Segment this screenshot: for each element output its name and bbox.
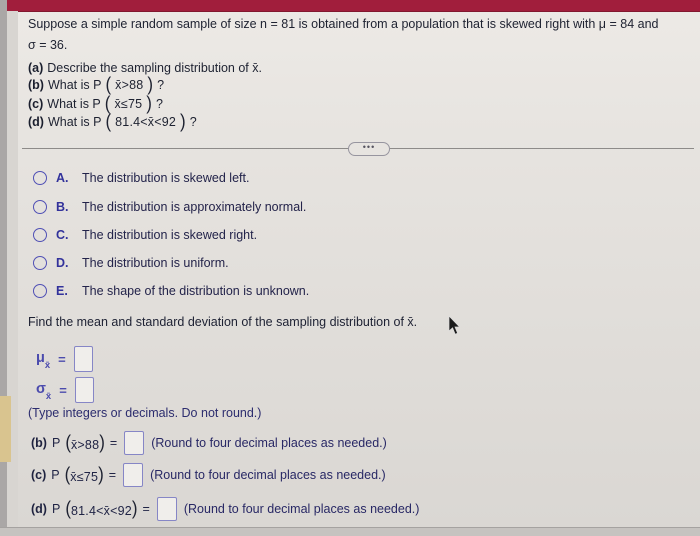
equals-sign: = — [58, 351, 66, 367]
question-part-d — [28, 112, 197, 132]
radio-button-e[interactable] — [33, 284, 47, 298]
answer-b-p: P — [51, 436, 61, 450]
left-paren: ( — [104, 92, 111, 114]
right-paren: ) — [99, 431, 105, 453]
right-paren: ) — [146, 92, 152, 114]
answer-d-expression: 81.4<x̄<92 — [70, 503, 132, 518]
answer-b-input[interactable] — [124, 431, 144, 455]
answer-option-d — [33, 255, 229, 271]
sigma-entry-row — [36, 377, 94, 403]
equals-sign: = — [109, 436, 118, 450]
type-integers-note: (Type integers or decimals. Do not round.) — [28, 406, 262, 420]
answer-c-p: P — [51, 468, 60, 482]
part-d-label: (d) — [28, 115, 44, 129]
left-paren: ( — [65, 497, 71, 519]
equals-sign: = — [142, 502, 150, 516]
answer-b-expression: x̄>88 — [70, 437, 100, 452]
part-c-expression: x̄≤75 — [114, 97, 143, 111]
option-e-text: The shape of the distribution is unknown. — [82, 284, 310, 298]
radio-button-b[interactable] — [33, 200, 47, 214]
part-c-lead: What is P — [47, 97, 101, 111]
answer-b-round-note: (Round to four decimal places as needed.) — [151, 436, 387, 450]
homework-page — [7, 0, 700, 527]
part-d-lead: What is P — [47, 115, 102, 129]
mu-subscript: x̄ — [44, 360, 51, 372]
answer-option-c — [33, 227, 257, 243]
sigma-subscript: x̄ — [45, 391, 52, 403]
equals-sign: = — [59, 382, 67, 398]
option-e-letter: E. — [56, 284, 68, 298]
part-d-expression: 81.4<x̄<92 — [115, 115, 177, 129]
option-d-text: The distribution is uniform. — [82, 256, 229, 270]
part-a-label: (a) — [28, 61, 44, 75]
answer-row-c — [31, 462, 386, 488]
option-b-text: The distribution is approximately normal. — [82, 200, 307, 214]
mu-entry-row — [36, 346, 93, 372]
part-a-text: Describe the sampling distribution of x̄. — [47, 61, 262, 75]
answer-b-label: (b) — [31, 436, 47, 450]
question-part-b — [28, 75, 164, 95]
radio-button-a[interactable] — [33, 171, 47, 185]
part-b-question-mark: ? — [157, 78, 165, 92]
sigma-input[interactable] — [75, 377, 94, 403]
option-a-text: The distribution is skewed left. — [82, 171, 250, 185]
answer-d-p: P — [51, 502, 61, 516]
part-b-expression: x̄>88 — [115, 78, 144, 92]
answer-c-input[interactable] — [123, 463, 143, 487]
answer-c-round-note: (Round to four decimal places as needed.) — [150, 468, 386, 482]
part-c-label: (c) — [28, 97, 44, 111]
answer-row-d — [31, 496, 419, 522]
right-paren: ) — [147, 73, 154, 95]
part-b-label: (b) — [28, 78, 44, 92]
top-accent-bar — [7, 0, 700, 12]
find-mean-sd-prompt: Find the mean and standard deviation of the sampling distribution of x̄. — [28, 315, 418, 329]
answer-d-round-note: (Round to four decimal places as needed.) — [183, 502, 420, 516]
left-paren: ( — [65, 431, 71, 453]
part-d-question-mark: ? — [189, 115, 197, 129]
option-c-letter: C. — [56, 228, 69, 242]
right-paren: ) — [131, 497, 138, 519]
option-c-text: The distribution is skewed right. — [82, 228, 258, 242]
more-options-button[interactable] — [348, 142, 390, 156]
question-part-c — [28, 94, 163, 114]
problem-text-line1: Suppose a simple random sample of size n = 81 is obtained from a population that is skewed right with μ = 84 and — [28, 17, 659, 31]
mu-input[interactable] — [74, 346, 93, 372]
mu-symbol: $\mu_{x̄}$ — [36, 349, 51, 372]
right-paren: ) — [180, 110, 186, 132]
radio-button-c[interactable] — [33, 228, 47, 242]
option-a-letter: A. — [56, 171, 69, 185]
answer-option-e — [33, 283, 309, 299]
answer-row-b — [31, 430, 387, 456]
answer-option-a — [33, 170, 249, 186]
right-paren: ) — [98, 463, 104, 485]
problem-text-line2: σ = 36. — [28, 38, 68, 52]
tan-sticker — [0, 396, 11, 462]
option-d-letter: D. — [56, 256, 69, 270]
left-paren: ( — [105, 110, 112, 132]
answer-option-b — [33, 199, 306, 215]
radio-button-d[interactable] — [33, 256, 47, 270]
sigma-symbol: $\sigma_{x̄}$ — [36, 380, 52, 403]
answer-d-input[interactable] — [157, 497, 177, 521]
part-b-lead: What is P — [47, 78, 102, 92]
part-c-question-mark: ? — [155, 97, 163, 111]
answer-c-expression: x̄≤75 — [70, 469, 99, 484]
answer-c-label: (c) — [31, 468, 47, 482]
mouse-cursor — [448, 316, 463, 341]
option-b-letter: B. — [56, 200, 69, 214]
answer-d-label: (d) — [31, 502, 47, 516]
ellipsis-icon: ••• — [362, 142, 376, 152]
equals-sign: = — [108, 468, 117, 482]
cursor-arrow-icon — [448, 316, 463, 336]
left-paren: ( — [105, 73, 112, 95]
left-paren: ( — [64, 463, 71, 485]
